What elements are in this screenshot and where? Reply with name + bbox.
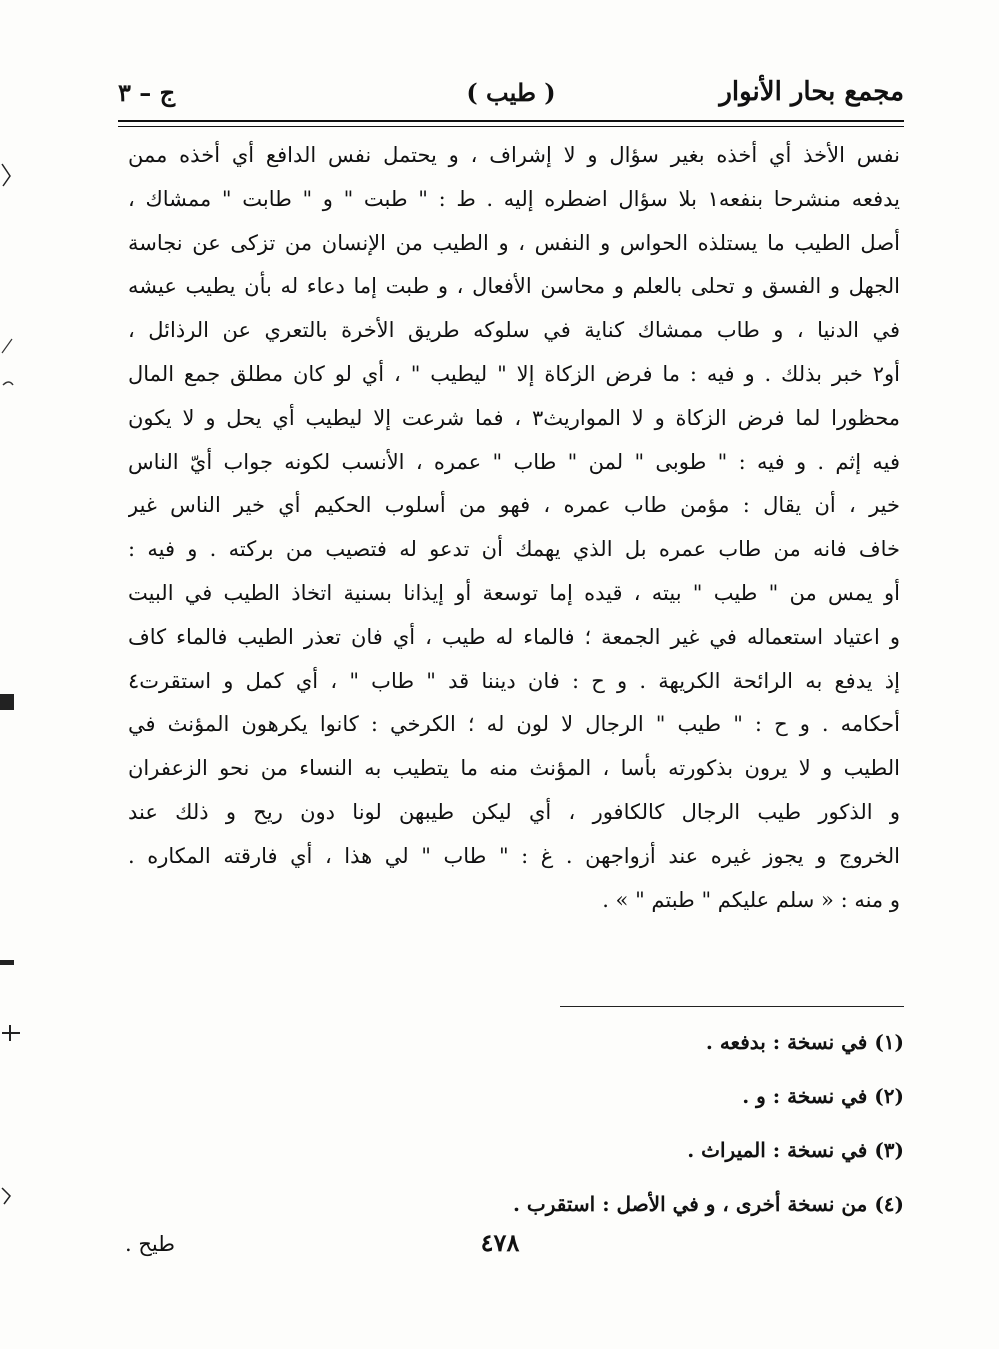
text-line: أو٢ خبر بذلك . و فيه : ما فرض الزكاة إلا " ليطيب " ، أي لو كان مطلق جمع المال: [128, 361, 900, 386]
text-line: و منه : « سلم عليكم " طبتم " » .: [602, 887, 900, 912]
header-rule-thick: [118, 120, 904, 122]
text-line: فيه إثم . و فيه : " طوبى " لمن " طاب " عمره ، الأنسب لكونه جواب أيّ الناس: [128, 449, 900, 474]
text-line: أصل الطيب ما يستلذه الحواس و النفس ، و الطيب من الإنسان من تزكى عن نجاسة: [128, 230, 900, 255]
text-line: نفس الأخذ أي أخذه بغير سؤال و لا إشراف ، و يحتمل نفس الدافع أي أخذه ممن: [128, 143, 900, 167]
edge-mark: [0, 955, 22, 969]
footnote-separator: [560, 1006, 904, 1007]
book-title: مجمع بحار الأنوار: [719, 77, 904, 107]
edge-mark: [0, 335, 22, 357]
text-line: أو يمس من " طيب " بيته ، قيده إما توسعة أو إيذانا بسنية اتخاذ الطيب في البيت: [128, 580, 900, 605]
header-rule-thin: [118, 126, 904, 127]
edge-mark: [0, 1020, 22, 1046]
footnote: (٢) في نسخة : و .: [742, 1084, 904, 1108]
text-line: يدفعه منشرحا بنفعه١ بلا سؤال اضطره إليه . ط : " طبت " و " طابت " ممشاك ،: [128, 186, 900, 211]
text-line: و اعتياد استعماله في غير الجمعة ؛ فالماء له طيب ، أي فان تعذر الطيب فالماء كاف: [128, 624, 900, 649]
footnote: (١) في نسخة : بدفعه .: [705, 1030, 904, 1054]
edge-mark: [0, 1180, 22, 1206]
main-text: [128, 134, 900, 922]
text-line: خاف فانه من طاب عمره بل الذي يهمك أن تدعو له فتصيب من بركته . و فيه :: [128, 537, 900, 562]
text-line: الجهل و الفسق و تحلى بالعلم و محاسن الأفعال ، و طبت إما دعاء له بأن يطيب عيشه: [128, 274, 900, 299]
entry-word: ( طيب ): [466, 77, 556, 107]
running-header: [118, 72, 904, 112]
footnote: (٣) في نسخة : الميراث .: [687, 1138, 904, 1162]
text-line: الطيب و لا يرون بذكورته بأسا ، المؤنث منه ما يتطيب به النساء من نحو الزعفران: [128, 756, 900, 781]
page-number: ٤٧٨: [480, 1228, 520, 1257]
text-line: إذ يدفع به الرائحة الكريهة . و ح : فان ديننا قد " طاب " ، أي كمل و استقرت٤: [128, 668, 900, 693]
footnotes: [400, 1020, 904, 1236]
footnote: (٤) من نسخة أخرى ، و في الأصل : استقرب .: [512, 1192, 904, 1216]
volume-label: ج – ٣: [118, 77, 176, 107]
edge-mark: [0, 375, 22, 395]
edge-mark: [0, 690, 22, 714]
text-line: الخروج و يجوز غيره عند أزواجهن . غ : " طاب " لي هذا ، أي فارقته المكاره .: [128, 843, 900, 868]
text-line: خير ، أن يقال : مؤمن طاب عمره ، فهو من أسلوب الحكيم أي خير الناس غير: [128, 493, 900, 518]
catchword: طيح .: [125, 1232, 175, 1256]
text-line: أحكامه . و ح : " طيب " الرجال لا لون له ؛ الكرخي : كانوا يكرهون المؤنث في: [128, 712, 900, 737]
text-line: في الدنيا ، و طاب ممشاك كناية في سلوكه طريق الأخرة بالتعري عن الرذائل ،: [128, 318, 900, 343]
text-line: و الذكور طيب الرجال كالكافور ، أي ليكن طيبهن لونا دون ريح و ذلك عند: [128, 799, 900, 824]
text-line: محظورا لما فرض الزكاة و لا المواريث٣ ، فما شرعت إلا ليطيب أي يحل و لا يكون: [128, 405, 900, 430]
edge-mark: [0, 160, 22, 190]
